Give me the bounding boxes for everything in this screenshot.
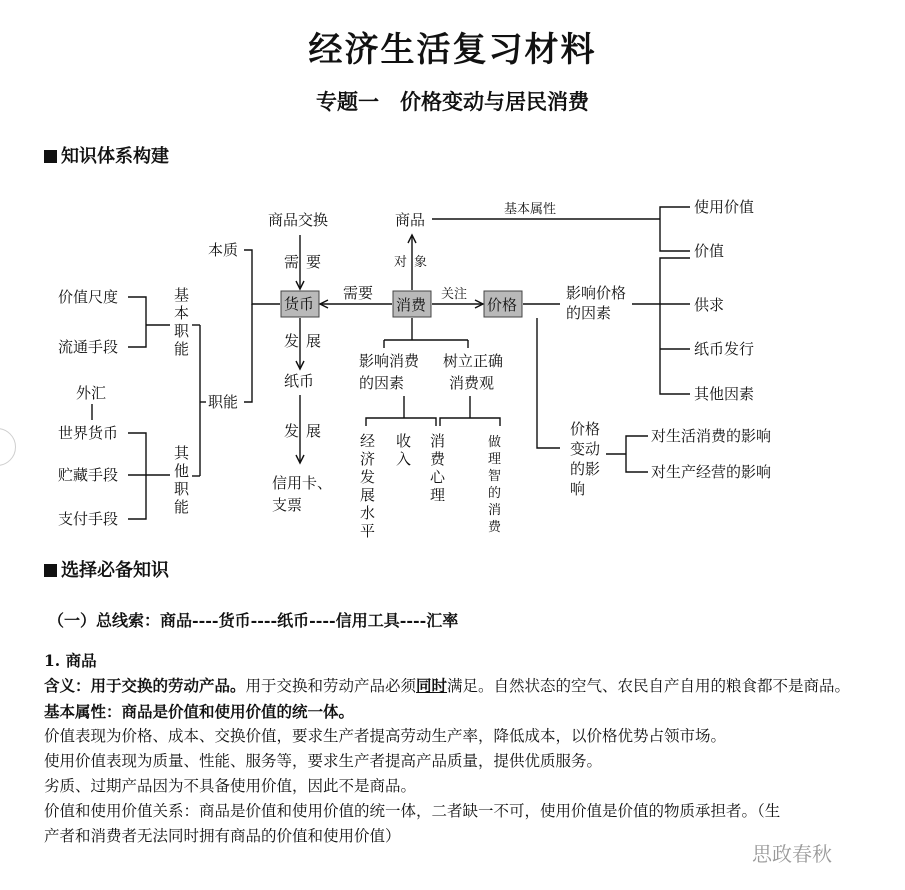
map-function: 职能: [208, 393, 239, 411]
bracket-right-view: [440, 418, 500, 426]
definition-underline: 同时: [416, 676, 448, 695]
map-basic-f1: 基: [174, 286, 190, 304]
map-commodity: 商品: [395, 211, 426, 229]
definition-paragraph: [44, 673, 884, 699]
map-commodity-exchange: 商品交换: [268, 211, 329, 229]
map-rational-5: 消: [488, 503, 502, 518]
map-other-f2: 他: [174, 462, 190, 480]
map-income-1: 收: [396, 432, 412, 450]
section-heading-knowledge: [44, 142, 169, 168]
map-rational-4: 的: [488, 486, 502, 501]
map-develop-1: 发: [284, 332, 300, 350]
map-need-label: 需要: [343, 284, 374, 302]
map-rational-1: 做: [488, 435, 502, 450]
map-econ-1: 经: [360, 432, 376, 450]
bracket-other: [128, 433, 146, 519]
map-need-1: 需: [284, 253, 300, 271]
map-circulation: 流通手段: [58, 338, 119, 356]
page-title: 经济生活复习材料: [308, 30, 597, 70]
map-income-2: 入: [396, 450, 412, 468]
map-concern: 关注: [441, 287, 468, 302]
map-basic-f3: 职: [174, 322, 190, 340]
bracket-factors: [660, 258, 690, 394]
map-consumption: 消费: [396, 296, 427, 314]
relation-line: 价值和使用价值关系：商品是价值和使用价值的统一体，二者缺一不可，使用价值是价值的物质承担者。（生: [44, 802, 781, 820]
map-psych-4: 理: [430, 486, 446, 504]
main-thread-line: （一）总线索：商品----货币----纸币----信用工具----汇率: [48, 611, 459, 630]
map-psych-1: 消: [430, 432, 446, 450]
inferior-line: 劣质、过期产品因为不具备使用价值，因此不是商品。: [44, 777, 417, 795]
map-forex: 外汇: [76, 384, 107, 402]
map-supply-demand: 供求: [694, 296, 725, 314]
map-money: 货币: [284, 295, 315, 313]
map-develop-4: 展: [306, 422, 322, 440]
map-hoarding: 贮藏手段: [58, 466, 119, 484]
definition-text-2: 满足。自然状态的空气、农民自产自用的粮食都不是商品。: [447, 677, 851, 695]
bracket-cons-factors: [366, 418, 436, 426]
square-bullet-icon: [44, 150, 57, 163]
map-other-f3: 职: [174, 480, 190, 498]
bracket-attrs: [660, 207, 690, 251]
map-other-f4: 能: [174, 498, 190, 516]
value-line: 价值表现为价格、成本、交换价值，要求生产者提高劳动生产率，降低成本，以价格优势占领市场。: [44, 727, 727, 745]
map-psych-3: 心: [430, 468, 446, 486]
map-econ-5: 水: [360, 504, 376, 522]
map-econ-2: 济: [360, 450, 376, 468]
map-develop-3: 发: [284, 422, 300, 440]
map-develop-2: 展: [306, 332, 322, 350]
knowledge-mind-map: [0, 180, 905, 540]
map-econ-3: 发: [360, 468, 376, 486]
map-need-2: 要: [306, 253, 322, 271]
map-price: 价格: [487, 296, 518, 314]
map-essence: 本质: [208, 241, 239, 259]
definition-text-1: 用于交换和劳动产品必须: [245, 677, 417, 695]
map-influence-2: 变动: [570, 440, 601, 458]
map-cons-factors-2: 的因素: [359, 374, 405, 392]
map-payment: 支付手段: [58, 510, 119, 528]
map-basic-f4: 能: [174, 340, 190, 358]
map-cheque: 支票: [272, 496, 303, 514]
square-bullet-icon: [44, 564, 57, 577]
map-influence-1: 价格: [570, 420, 601, 438]
map-object-2: 象: [414, 255, 428, 270]
map-impact-production: 对生产经营的影响: [651, 463, 772, 481]
content-body: [44, 648, 884, 849]
definition-label: 含义：用于交换的劳动产品。: [44, 676, 246, 695]
map-right-view-2: 消费观: [449, 374, 495, 392]
use-value-line: 使用价值表现为质量、性能、服务等，要求生产者提高产品质量，提供优质服务。: [44, 752, 603, 770]
map-basic-attr: 基本属性: [504, 202, 557, 217]
map-econ-4: 展: [360, 486, 376, 504]
map-other-f1: 其: [174, 444, 190, 462]
map-world-currency: 世界货币: [58, 424, 119, 442]
map-other-factors: 其他因素: [694, 385, 755, 403]
map-influence-4: 响: [570, 480, 586, 498]
map-measure-value: 价值尺度: [58, 288, 119, 306]
map-object-1: 对: [394, 255, 408, 270]
map-influence-3: 的影: [570, 460, 601, 478]
map-paper-issue: 纸币发行: [694, 340, 755, 358]
bracket-influence: [626, 436, 648, 472]
map-rational-3: 智: [488, 469, 502, 484]
basic-attribute-label: 基本属性：商品是价值和使用价值的统一体。: [44, 702, 355, 721]
heading-commodity: 1. 商品: [44, 651, 97, 670]
map-rational-6: 费: [488, 520, 502, 535]
map-econ-6: 平: [360, 522, 376, 540]
section-heading-text: 知识体系构建: [61, 146, 169, 167]
map-use-value: 使用价值: [694, 198, 755, 216]
line-function: [244, 304, 252, 402]
page-subtitle: 专题一 价格变动与居民消费: [316, 89, 589, 114]
line-price-influence: [537, 318, 560, 448]
map-paper-money: 纸币: [284, 372, 315, 390]
bracket-basic: [128, 297, 146, 347]
map-value: 价值: [694, 242, 725, 260]
watermark: 思政春秋: [752, 842, 832, 866]
section-heading-choice: [44, 556, 169, 582]
map-factors-1: 影响价格: [566, 284, 627, 302]
map-right-view-1: 树立正确: [443, 352, 504, 370]
line-essence: [244, 250, 280, 304]
map-impact-life: 对生活消费的影响: [651, 427, 772, 445]
section-heading-text: 选择必备知识: [61, 560, 169, 581]
map-basic-f2: 本: [174, 304, 190, 322]
map-psych-2: 费: [430, 450, 446, 468]
map-rational-2: 理: [488, 452, 502, 467]
map-credit-card: 信用卡、: [272, 474, 333, 492]
relation-line-2: 产者和消费者无法同时拥有商品的价值和使用价值）: [44, 827, 401, 845]
map-cons-factors-1: 影响消费: [359, 352, 420, 370]
map-factors-2: 的因素: [566, 304, 612, 322]
